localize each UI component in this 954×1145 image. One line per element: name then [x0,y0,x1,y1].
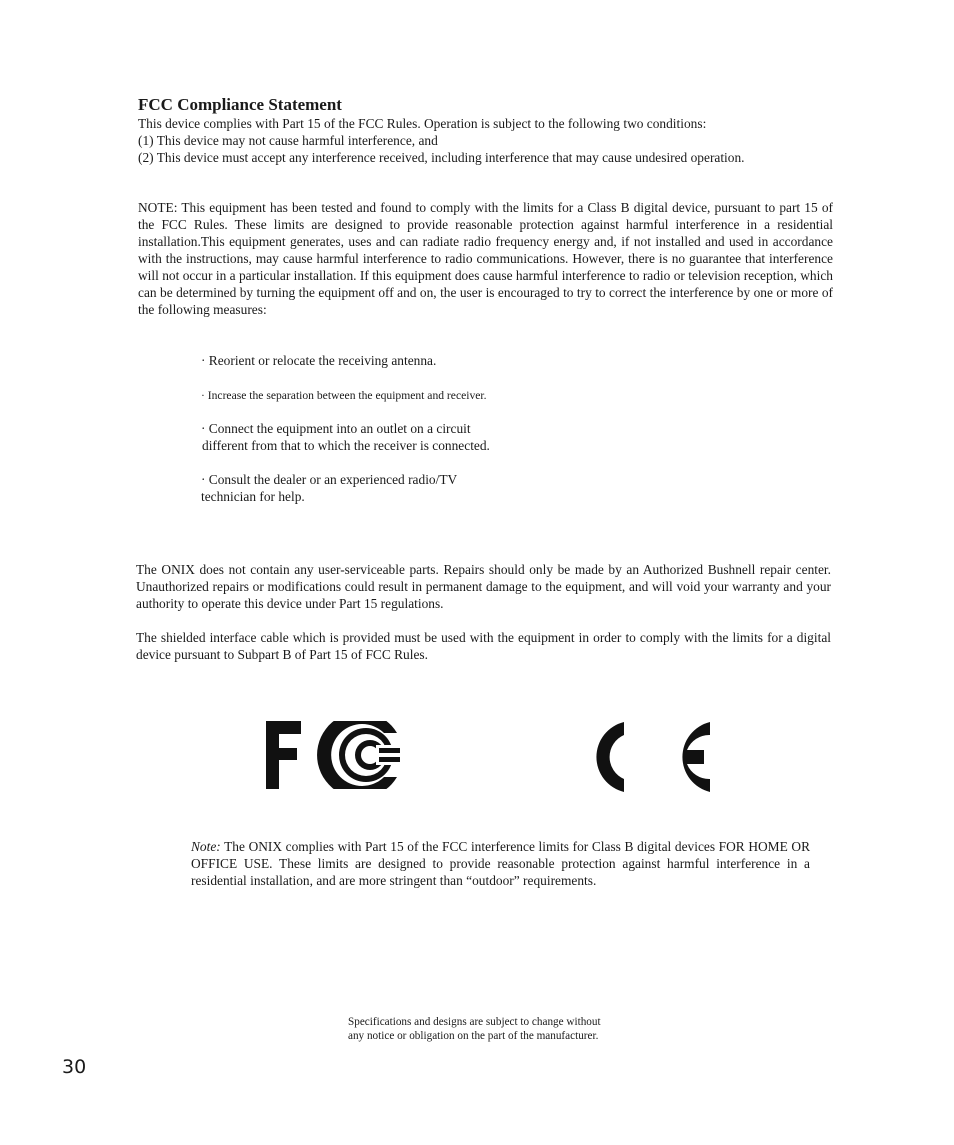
measure-reorient: · Reorient or relocate the receiving antenna. [201,353,437,368]
measure-outlet-line1: · Connect the equipment into an outlet on a circuit [201,421,471,436]
intro-paragraph [138,115,833,166]
note-paragraph [138,199,833,318]
section-heading: FCC Compliance Statement [138,95,342,114]
repairs-text: The ONIX does not contain any user-serviceable parts. Repairs should only be made by an Authorized Bushnell repair center. Unauthorized repairs or modifications could result in permanent damage to the equipment, and will void your warranty and your authority to operate this device under Part 15 regulations. [136,562,831,611]
measure-outlet [201,420,490,454]
note-label: Note: [191,839,221,854]
intro-line: This device complies with Part 15 of the FCC Rules. Operation is subject to the following two conditions: [138,116,707,131]
ce-logo-icon [574,722,714,792]
measure-outlet-line2: different from that to which the receiver is connected. [202,438,490,453]
cable-text: The shielded interface cable which is provided must be used with the equipment in order to comply with the limits for a digital device pursuant to Subpart B of Part 15 of FCC Rules. [136,630,831,662]
cable-paragraph [136,629,831,663]
spec-line1: Specifications and designs are subject to change without [348,1016,601,1028]
note-body: The ONIX complies with Part 15 of the FCC interference limits for Class B digital devices FOR HOME OR OFFICE USE. These limits are designed to provide reasonable protection against harmful interference in a residential installation, and are more stringent than “outdoor” requirements. [191,839,810,888]
condition-1: (1) This device may not cause harmful interference, and [138,133,438,148]
specifications-disclaimer [348,1015,601,1043]
note-box-text [191,838,810,889]
note-box [191,838,810,889]
page-number: 30 [62,1056,87,1078]
measure-consult-line1: · Consult the dealer or an experienced radio/TV [201,472,458,487]
note-text: NOTE: This equipment has been tested and found to comply with the limits for a Class B digital device, pursuant to part 15 of the FCC Rules. These limits are designed to provide reasonable protection against harmful interference in a residential installation.This equipment generates, uses and can radiate radio frequency energy and, if not installed and used in accordance with the instructions, may cause harmful interference to radio communications. However, there is no guarantee that interference will not occur in a particular installation. If this equipment does cause harmful interference to radio or television reception, which can be determined by turning the equipment off and on, the user is encouraged to try to correct the interference by one or more of the following measures: [138,200,833,317]
measure-separation: · Increase the separation between the equipment and receiver. [201,389,487,402]
measure-consult-line2: technician for help. [201,489,305,504]
repairs-paragraph [136,561,831,612]
fcc-logo-icon [266,721,400,789]
spec-line2: any notice or obligation on the part of the manufacturer. [348,1030,599,1042]
condition-2: (2) This device must accept any interference received, including interference that may cause undesired operation. [138,150,745,165]
measure-consult [201,471,457,505]
